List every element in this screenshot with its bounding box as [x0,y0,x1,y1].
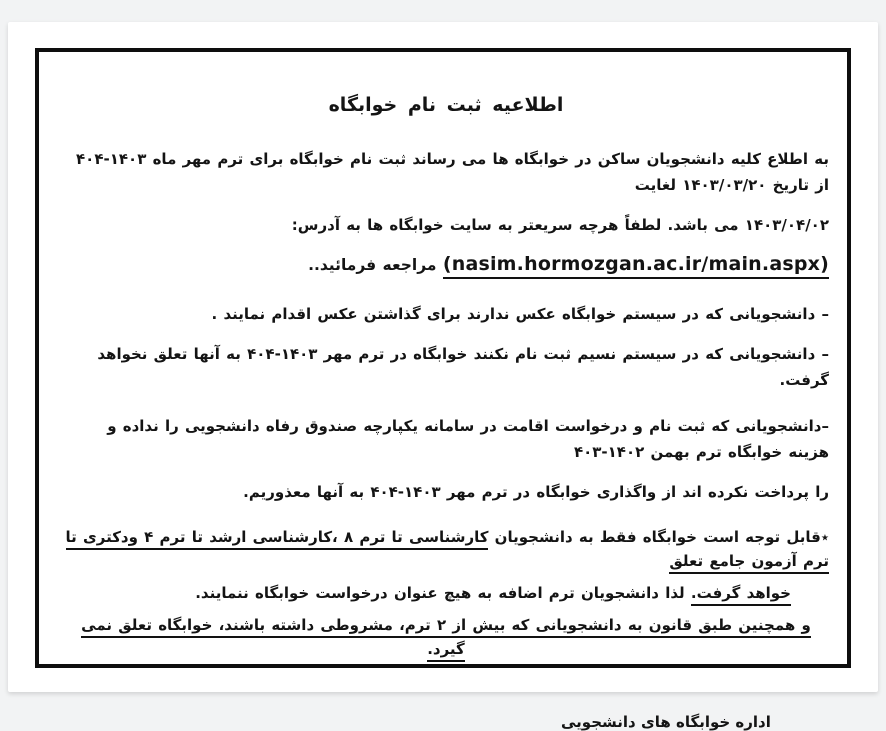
signature-dormitory-office: اداره خوابگاه های دانشجویی [561,713,771,731]
intro-line-2: ۱۴۰۳/۰۴/۰۲ می باشد. لطفاً هرچه سریعتر به سایت خوابگاه ها به آدرس: [291,216,829,234]
bullet-payment-line-2: را پرداخت نکرده اند از واگذاری خوابگاه در ترم مهر ۱۴۰۳-۴۰۴ به آنها معذوریم. [243,483,829,501]
bullet-payment-line-1: –دانشجویانی که ثبت نام و درخواست اقامت در سامانه یکپارچه صندوق رفاه دانشجویی را نداده و هزینه خوابگاه ترم بهمن ۱۴۰۲-۴۰۳ [107,417,829,461]
bullet-nasim-registration: – دانشجویانی که در سیستم نسیم ثبت نام نکنند خوابگاه در ترم مهر ۱۴۰۳-۴۰۴ به آنها تعلق نخواهد گرفت. [97,345,829,389]
note-line-1 [63,525,829,573]
document-title: اطلاعیه ثبت نام خوابگاه [328,94,564,116]
probation-rule-text: و همچنین طبق قانون به دانشجویانی که بیش از ۲ ترم، مشروطی داشته باشند، خوابگاه تعلق نمی گیرد. [81,616,811,662]
url-suffix-text: مراجعه فرمائید.. [308,256,443,274]
note-line-2-underlined: خواهد گرفت. [691,584,791,606]
note-line-1-plain: ٭قابل توجه است خوابگاه فقط به دانشجویان [488,528,829,546]
document-page [8,22,878,731]
intro-paragraph [63,146,829,279]
bullet-photo-upload: – دانشجویانی که در سیستم خوابگاه عکس ندارند برای گذاشتن عکس اقدام نمایند . [211,305,829,323]
registration-site-url: (nasim.hormozgan.ac.ir/main.aspx) [443,252,829,279]
note-line-1-underlined: کارشناسی تا ترم ۸ ،کارشناسی ارشد تا ترم ۴ ودکتری تا ترم آزمون جامع تعلق [66,528,829,574]
note-line-2-plain: لذا دانشجویان ترم اضافه به هیچ عنوان درخواست خوابگاه ننمایند. [195,584,691,602]
eligibility-note [63,525,829,661]
document-border-frame [35,48,851,731]
note-line-2 [63,581,829,605]
intro-line-1: به اطلاع کلیه دانشجویان ساکن در خوابگاه ها می رساند ثبت نام خوابگاه برای ترم مهر ماه ۱۴۰۳-۴۰۴ از تاریخ ۱۴۰۳/۰۳/۲۰ لغایت [76,150,829,194]
intro-line-url [63,252,829,279]
bullet-payment-paragraph [63,413,829,505]
probation-rule-line [63,613,829,661]
